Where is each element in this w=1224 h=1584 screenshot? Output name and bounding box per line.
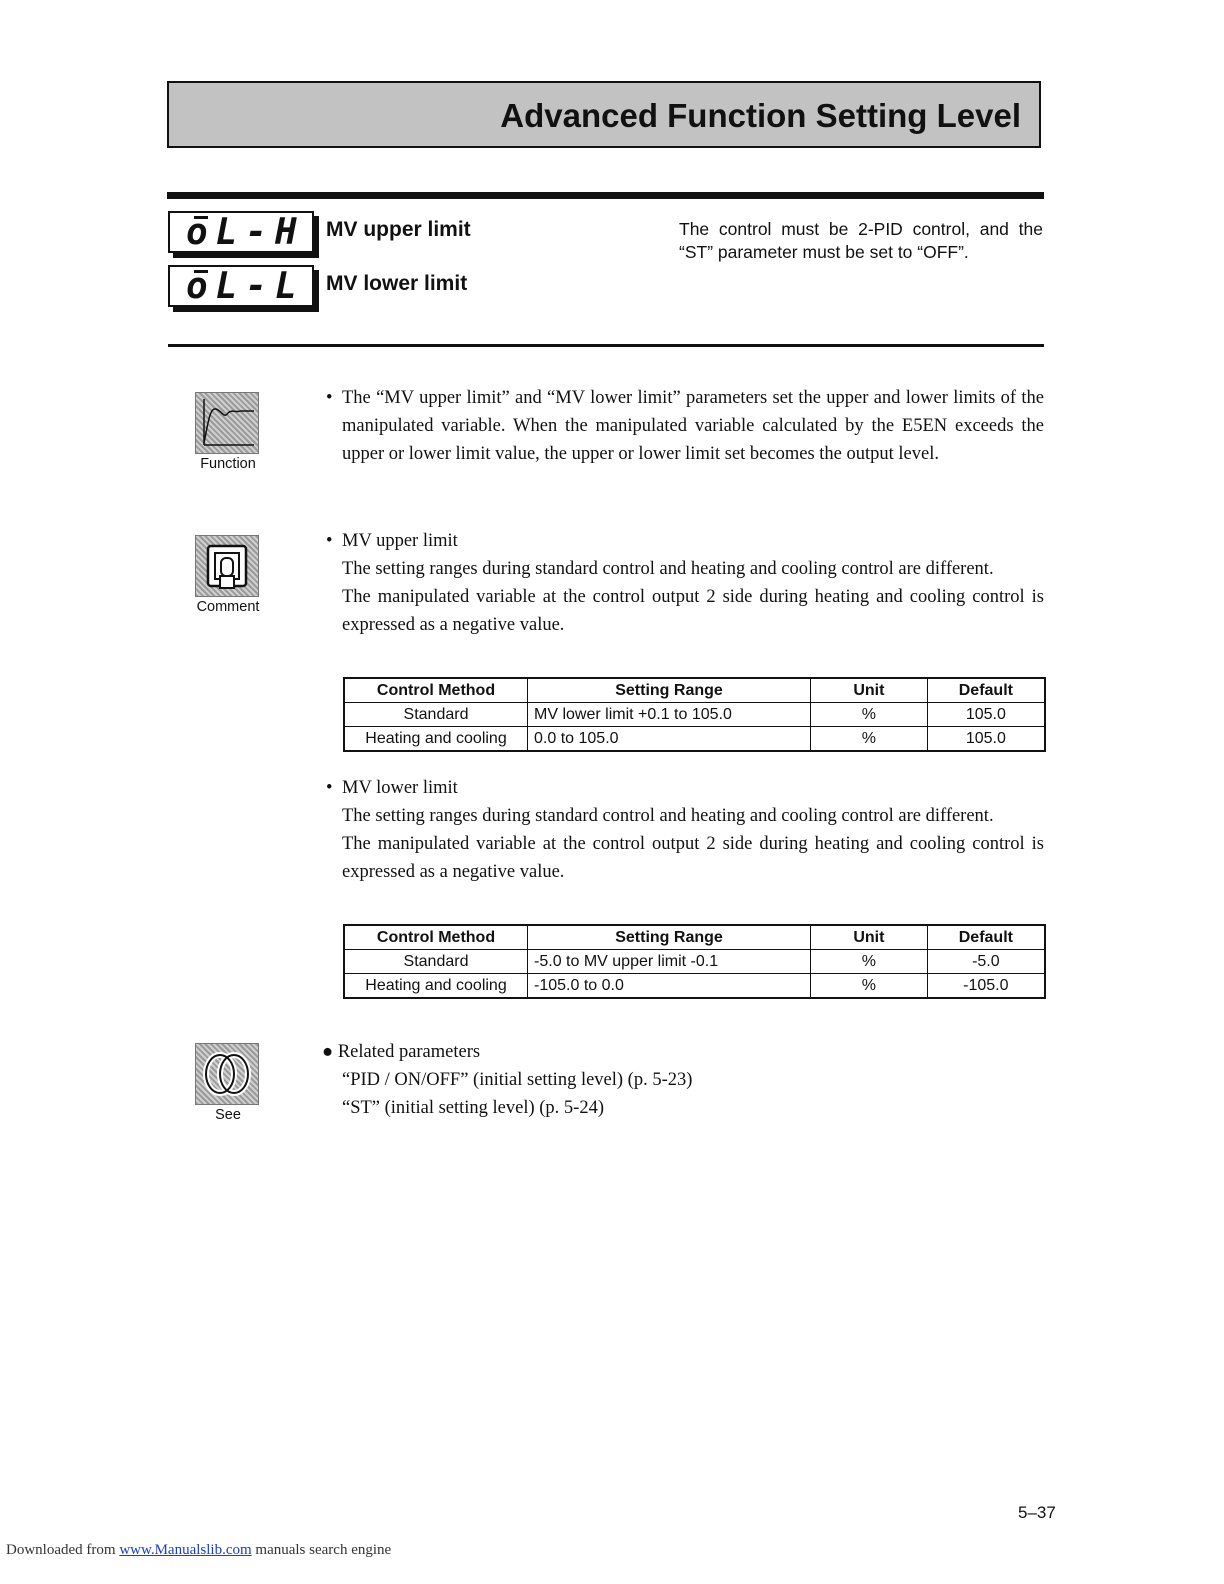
- table-cell: 0.0 to 105.0: [528, 727, 811, 752]
- table-cell: %: [811, 950, 928, 974]
- upper-paragraph-2: The manipulated variable at the control output 2 side during heating and cooling control is expressed as a negative value.: [342, 587, 1044, 635]
- comment-icon-label: Comment: [196, 599, 260, 615]
- function-icon: [195, 392, 259, 454]
- table-cell: 105.0: [927, 703, 1045, 727]
- bullet-icon: •: [326, 388, 333, 408]
- upper-paragraph-1: The setting ranges during standard control and heating and cooling control are different.: [342, 559, 994, 579]
- related-parameters: [322, 1038, 692, 1122]
- table-header: Setting Range: [528, 678, 811, 703]
- table-cell: 105.0: [927, 727, 1045, 752]
- table-header: Default: [927, 925, 1045, 950]
- seg-display-upper: [168, 211, 314, 253]
- lower-heading: MV lower limit: [342, 778, 458, 798]
- upper-limit-section: [326, 527, 1044, 639]
- bullet-icon: •: [326, 778, 333, 798]
- table-cell: Standard: [344, 703, 528, 727]
- table-header: Unit: [811, 925, 928, 950]
- table-header: Unit: [811, 678, 928, 703]
- lower-limit-table: [343, 924, 1046, 999]
- lower-paragraph-2: The manipulated variable at the control output 2 side during heating and cooling control is expressed as a negative value.: [342, 834, 1044, 882]
- related-item: “PID / ON/OFF” (initial setting level) (p. 5-23): [342, 1070, 693, 1090]
- table-cell: -105.0: [927, 974, 1045, 999]
- table-row: [344, 974, 1045, 999]
- table-row: [344, 703, 1045, 727]
- see-icon: [195, 1043, 259, 1105]
- table-row: [344, 950, 1045, 974]
- param-name-lower: MV lower limit: [326, 272, 468, 295]
- function-text: The “MV upper limit” and “MV lower limit” parameters set the upper and lower limits of the manipulated variable. When the manipulated variable calculated by the E5EN exceeds the upper or lower limit value, the upper or lower limit set becomes the output level.: [342, 388, 1044, 464]
- table-header: Default: [927, 678, 1045, 703]
- condition-note: The control must be 2-PID control, and the “ST” parameter must be set to “OFF”.: [679, 219, 1043, 262]
- upper-heading: MV upper limit: [342, 531, 458, 551]
- table-header: Control Method: [344, 678, 528, 703]
- divider-thick: [167, 192, 1044, 199]
- filled-circle-icon: ●: [322, 1042, 334, 1062]
- function-icon-label: Function: [200, 456, 256, 472]
- table-cell: Standard: [344, 950, 528, 974]
- table-cell: %: [811, 974, 928, 999]
- table-cell: Heating and cooling: [344, 727, 528, 752]
- table-cell: -105.0 to 0.0: [528, 974, 811, 999]
- param-name-upper: MV upper limit: [326, 218, 471, 241]
- table-cell: MV lower limit +0.1 to 105.0: [528, 703, 811, 727]
- see-icon-label: See: [215, 1107, 241, 1123]
- table-header: Control Method: [344, 925, 528, 950]
- footer-prefix: Downloaded from: [6, 1542, 120, 1558]
- table-cell: -5.0: [927, 950, 1045, 974]
- related-heading: Related parameters: [337, 1042, 481, 1062]
- table-header-row: [344, 925, 1045, 950]
- page-number: 5–37: [1018, 1503, 1056, 1522]
- lower-paragraph-1: The setting ranges during standard control and heating and cooling control are different.: [342, 806, 994, 826]
- footer-link[interactable]: www.Manualslib.com: [119, 1542, 252, 1558]
- lower-limit-section: [326, 774, 1044, 886]
- page-title: Advanced Function Setting Level: [500, 97, 1021, 134]
- section-header: [167, 81, 1041, 148]
- table-header-row: [344, 678, 1045, 703]
- table-cell: %: [811, 703, 928, 727]
- table-header: Setting Range: [528, 925, 811, 950]
- seg-display-text: oL-H: [186, 212, 305, 253]
- footer-suffix: manuals search engine: [251, 1542, 392, 1558]
- upper-limit-table: [343, 677, 1046, 752]
- bullet-icon: •: [326, 531, 333, 551]
- divider-thin: [168, 344, 1044, 347]
- table-cell: Heating and cooling: [344, 974, 528, 999]
- table-row: [344, 727, 1045, 752]
- table-cell: %: [811, 727, 928, 752]
- table-cell: -5.0 to MV upper limit -0.1: [528, 950, 811, 974]
- seg-display-text: oL-L: [186, 266, 305, 307]
- seg-display-lower: [168, 265, 314, 307]
- related-item: “ST” (initial setting level) (p. 5-24): [342, 1098, 605, 1118]
- footer: [6, 1542, 391, 1559]
- comment-icon: [195, 535, 259, 597]
- function-description: [326, 384, 1044, 468]
